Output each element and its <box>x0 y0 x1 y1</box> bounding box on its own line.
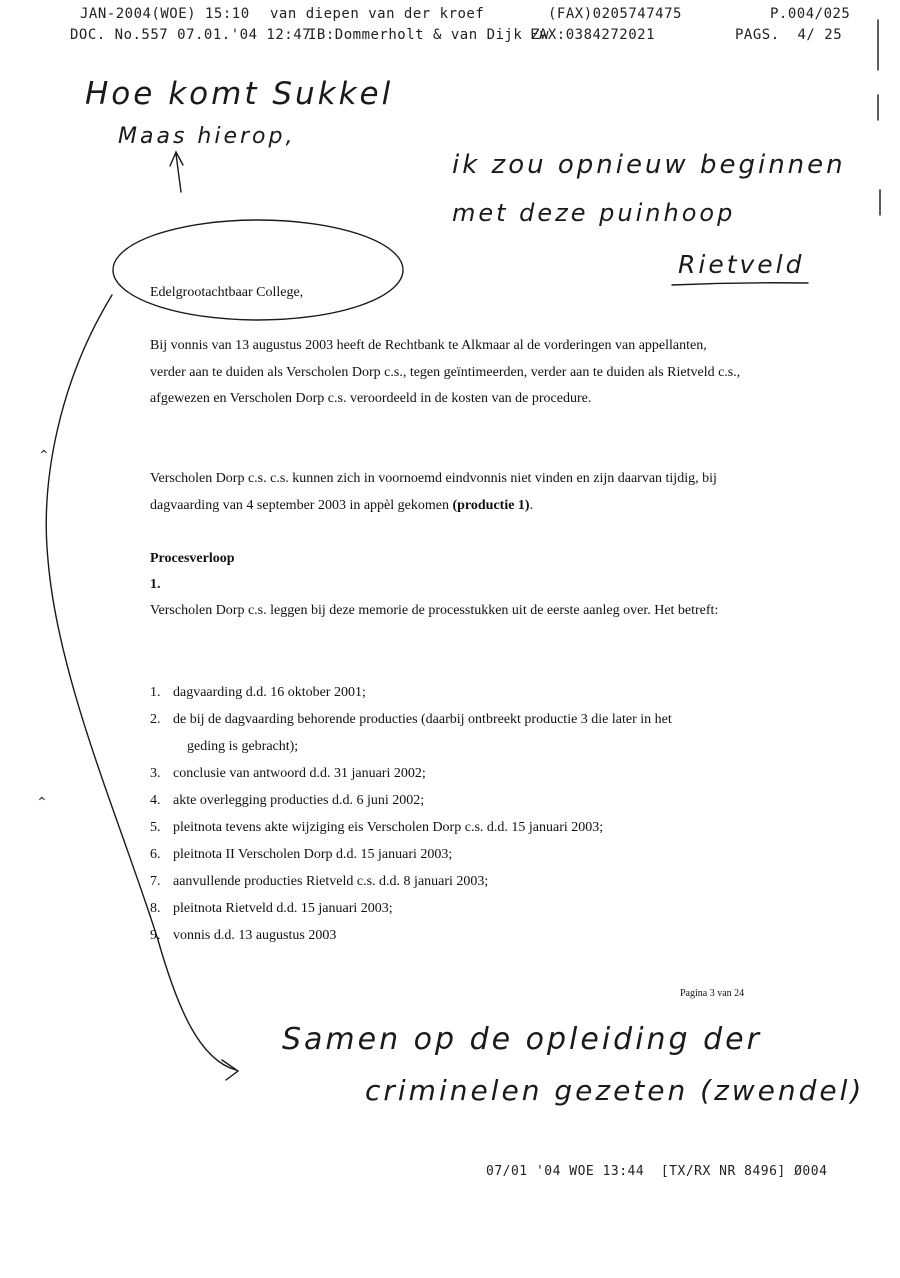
section-number: 1. <box>150 577 161 592</box>
list-item: 7. aanvullende producties Rietveld c.s. d.d. 8 januari 2003; <box>150 874 489 889</box>
handwritten-note-top-right-1: ik zou opnieuw beginnen <box>452 150 846 180</box>
paragraph-2-production-ref: (productie 1) <box>452 497 530 513</box>
list-item: 6. pleitnota II Verscholen Dorp d.d. 15 januari 2003; <box>150 847 453 862</box>
fax-header-fax: (FAX)0205747475 <box>548 6 682 22</box>
exhibit-list <box>150 679 750 949</box>
handwritten-signature: Rietveld <box>678 250 805 279</box>
salutation: Edelgrootachtbaar College, <box>150 285 304 300</box>
paragraph-2-text: Verscholen Dorp c.s. c.s. kunnen zich in voornoemd eindvonnis niet vinden en zijn daarvan tijdig, bij dagvaarding van 4 september 2003 in appèl gekomen <box>150 471 717 513</box>
handwritten-note-bottom-2: criminelen gezeten (zwendel) <box>365 1074 865 1107</box>
fax-receipt-footer: 07/01 '04 WOE 13:44 [TX/RX NR 8496] Ø004 <box>486 1164 828 1179</box>
handwritten-note-top-left-2: Maas hierop, <box>118 124 296 149</box>
handwritten-note-bottom-1: Samen op de opleiding der <box>282 1022 762 1057</box>
paragraph-2-end: . <box>529 497 534 513</box>
paragraph-1 <box>150 333 745 413</box>
paragraph-2 <box>150 466 745 519</box>
handwritten-note-top-left-1: Hoe komt Sukkel <box>85 76 394 112</box>
list-item: 2. de bij de dagvaarding behorende producties (daarbij ontbreekt productie 3 die later in het geding is gebracht); <box>150 712 672 754</box>
list-item: 1. dagvaarding d.d. 16 oktober 2001; <box>150 685 366 700</box>
margin-mark-2: ⌃ <box>36 796 48 811</box>
margin-mark-1: ⌃ <box>38 449 50 464</box>
list-item: 4. akte overlegging producties d.d. 6 juni 2002; <box>150 793 425 808</box>
page-number: Pagina 3 van 24 <box>680 988 745 999</box>
list-item: 5. pleitnota tevens akte wijziging eis Verscholen Dorp c.s. d.d. 15 januari 2003; <box>150 820 604 835</box>
fax-header-sender: van diepen van der kroef <box>270 6 485 22</box>
fax-sender-fax: FAX:0384272021 <box>530 27 656 43</box>
fax-pages: PAGS. 4/ 25 <box>735 27 843 43</box>
list-item: 3. conclusie van antwoord d.d. 31 januari 2002; <box>150 766 426 781</box>
fax-header-page: P.004/025 <box>770 6 851 22</box>
paragraph-3 <box>150 598 745 625</box>
list-item: 8. pleitnota Rietveld d.d. 15 januari 2003; <box>150 901 393 916</box>
paragraph-3-text: Verscholen Dorp c.s. leggen bij deze memorie de processtukken uit de eerste aanleg over. Het betreft: <box>150 603 719 618</box>
fax-sender-id: IB:Dommerholt & van Dijk Zw <box>308 27 550 43</box>
paragraph-1-text: Bij vonnis van 13 augustus 2003 heeft de Rechtbank te Alkmaar al de vorderingen van appellanten, verder aan te duiden als Verscholen Dorp c.s., tegen geïntimeerden, verder aan te duiden als Rietveld c.s., afgewezen en Verscholen Dorp c.s. veroordeeld in de kosten van de procedure. <box>150 338 741 406</box>
list-item: 9. vonnis d.d. 13 augustus 2003 <box>150 928 337 943</box>
fax-header-date: JAN-2004(WOE) 15:10 <box>80 6 250 22</box>
handwritten-note-top-right-2: met deze puinhoop <box>452 199 736 227</box>
long-arrow-head-icon <box>222 1060 238 1080</box>
fax-doc-number: DOC. No.557 07.01.'04 12:47 <box>70 27 312 43</box>
section-heading: Procesverloop <box>150 551 235 566</box>
